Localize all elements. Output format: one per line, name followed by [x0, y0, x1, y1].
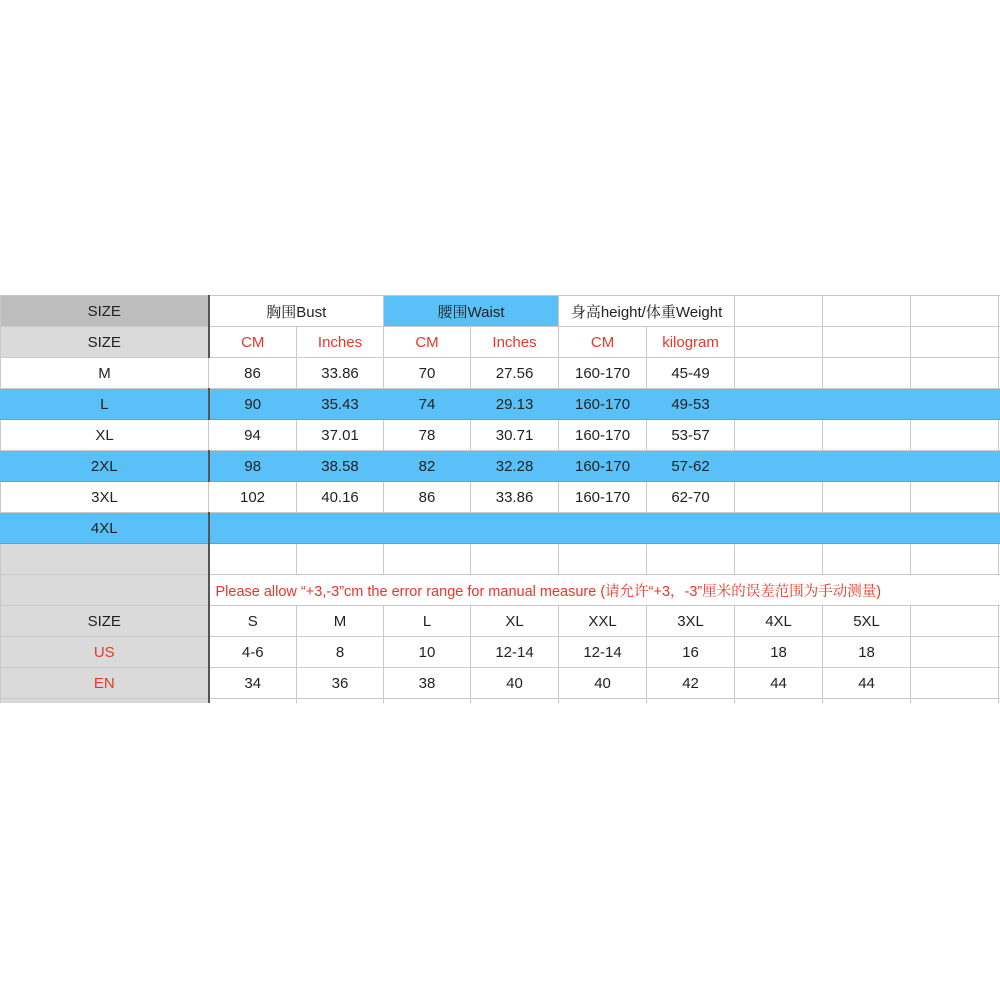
conversion-size-cell: XL	[471, 606, 559, 637]
measure-cell: 37.01	[297, 420, 384, 451]
size-row-4xl	[1, 513, 1000, 544]
conversion-us-row	[1, 637, 1000, 668]
empty-cell	[911, 451, 999, 482]
empty-cell	[735, 327, 823, 358]
measure-cell: 40.16	[297, 482, 384, 513]
measure-cell: 102	[209, 482, 297, 513]
empty-cell	[735, 544, 823, 575]
empty-cell	[471, 544, 559, 575]
empty-cell	[823, 513, 911, 544]
note-row	[1, 575, 1000, 606]
empty-cell	[297, 544, 384, 575]
waist-header: 腰围Waist	[384, 296, 559, 327]
empty-cell	[735, 451, 823, 482]
unit-cell: CM	[559, 327, 647, 358]
measure-cell: 74	[384, 389, 471, 420]
empty-cell	[911, 389, 999, 420]
measure-cell: 160-170	[559, 389, 647, 420]
empty-label-cell	[1, 544, 209, 575]
us-size-cell: 12-14	[471, 637, 559, 668]
measure-cell: 90	[209, 389, 297, 420]
en-size-cell: 36	[297, 668, 384, 699]
conversion-size-label: SIZE	[1, 606, 209, 637]
conversion-size-cell: XXL	[559, 606, 647, 637]
empty-cell	[735, 358, 823, 389]
measure-cell: 57-62	[647, 451, 735, 482]
en-label: EN	[1, 668, 209, 699]
empty-cell	[823, 420, 911, 451]
empty-cell	[735, 296, 823, 327]
us-size-cell: 18	[823, 637, 911, 668]
measure-cell: 86	[384, 482, 471, 513]
measurement-note: Please allow “+3,-3”cm the error range for manual measure (请允许“+3，-3”厘米的误差范围为手动测量)	[209, 575, 1000, 606]
measure-cell	[647, 513, 735, 544]
en-size-cell: 44	[735, 668, 823, 699]
conversion-size-cell: S	[209, 606, 297, 637]
measure-cell: 98	[209, 451, 297, 482]
empty-cell	[735, 420, 823, 451]
conversion-size-cell: 3XL	[647, 606, 735, 637]
empty-cell	[911, 513, 999, 544]
empty-cell	[911, 699, 999, 704]
empty-cell	[209, 544, 297, 575]
empty-cell	[647, 699, 735, 704]
conversion-size-cell: 4XL	[735, 606, 823, 637]
measure-cell	[384, 513, 471, 544]
measure-cell: 160-170	[559, 358, 647, 389]
unit-cell: kilogram	[647, 327, 735, 358]
empty-cell	[471, 699, 559, 704]
measure-cell: 160-170	[559, 482, 647, 513]
empty-cell	[823, 482, 911, 513]
measure-cell: 49-53	[647, 389, 735, 420]
empty-cell	[911, 637, 999, 668]
height-weight-header: 身高height/体重Weight	[559, 296, 735, 327]
size-row-2xl	[1, 451, 1000, 482]
unit-cell: CM	[384, 327, 471, 358]
measure-cell: 70	[384, 358, 471, 389]
measure-cell: 30.71	[471, 420, 559, 451]
size-row-3xl	[1, 482, 1000, 513]
en-size-cell: 42	[647, 668, 735, 699]
empty-cell	[559, 544, 647, 575]
us-size-cell: 10	[384, 637, 471, 668]
size-unit-label: SIZE	[1, 327, 209, 358]
measure-cell: 82	[384, 451, 471, 482]
empty-cell	[209, 699, 297, 704]
measure-cell: 35.43	[297, 389, 384, 420]
size-row-xl	[1, 420, 1000, 451]
empty-label-cell	[1, 699, 209, 704]
measure-cell: 27.56	[471, 358, 559, 389]
us-size-cell: 8	[297, 637, 384, 668]
empty-cell	[823, 296, 911, 327]
measure-cell: 32.28	[471, 451, 559, 482]
unit-cell: Inches	[471, 327, 559, 358]
en-size-cell: 38	[384, 668, 471, 699]
empty-cell	[647, 544, 735, 575]
size-label: 3XL	[1, 482, 209, 513]
us-label: US	[1, 637, 209, 668]
us-size-cell: 16	[647, 637, 735, 668]
units-row	[1, 327, 1000, 358]
empty-cell	[911, 420, 999, 451]
empty-cell	[823, 544, 911, 575]
blank-row	[1, 544, 1000, 575]
empty-cell	[823, 699, 911, 704]
conversion-en-row	[1, 668, 1000, 699]
empty-cell	[911, 482, 999, 513]
unit-cell: CM	[209, 327, 297, 358]
unit-cell: Inches	[297, 327, 384, 358]
measure-cell: 160-170	[559, 420, 647, 451]
measure-cell	[559, 513, 647, 544]
bust-header: 胸围Bust	[209, 296, 384, 327]
empty-cell	[823, 389, 911, 420]
empty-cell	[384, 544, 471, 575]
size-row-m	[1, 358, 1000, 389]
size-chart-table	[0, 295, 1000, 703]
empty-cell	[823, 327, 911, 358]
cropped-row	[1, 699, 1000, 704]
conversion-size-row	[1, 606, 1000, 637]
measure-cell: 33.86	[297, 358, 384, 389]
size-label: 2XL	[1, 451, 209, 482]
size-chart-sheet	[0, 295, 1000, 703]
empty-cell	[735, 482, 823, 513]
measure-cell: 45-49	[647, 358, 735, 389]
en-size-cell: 40	[471, 668, 559, 699]
header-row	[1, 296, 1000, 327]
size-label: 4XL	[1, 513, 209, 544]
size-row-l	[1, 389, 1000, 420]
en-size-cell: 40	[559, 668, 647, 699]
empty-cell	[384, 699, 471, 704]
empty-label-cell	[1, 575, 209, 606]
measure-cell: 86	[209, 358, 297, 389]
measure-cell: 53-57	[647, 420, 735, 451]
empty-cell	[911, 668, 999, 699]
measure-cell: 29.13	[471, 389, 559, 420]
empty-cell	[823, 451, 911, 482]
empty-cell	[911, 544, 999, 575]
en-size-cell: 44	[823, 668, 911, 699]
empty-cell	[911, 606, 999, 637]
empty-cell	[823, 358, 911, 389]
measure-cell	[471, 513, 559, 544]
measure-cell	[297, 513, 384, 544]
measure-cell: 62-70	[647, 482, 735, 513]
empty-cell	[911, 358, 999, 389]
measure-cell	[209, 513, 297, 544]
empty-cell	[911, 296, 999, 327]
size-label: XL	[1, 420, 209, 451]
empty-cell	[559, 699, 647, 704]
measure-cell: 38.58	[297, 451, 384, 482]
conversion-size-cell: L	[384, 606, 471, 637]
size-label: M	[1, 358, 209, 389]
measure-cell: 94	[209, 420, 297, 451]
size-header-label: SIZE	[1, 296, 209, 327]
measure-cell: 160-170	[559, 451, 647, 482]
empty-cell	[735, 513, 823, 544]
us-size-cell: 18	[735, 637, 823, 668]
empty-cell	[297, 699, 384, 704]
empty-cell	[735, 389, 823, 420]
en-size-cell: 34	[209, 668, 297, 699]
empty-cell	[911, 327, 999, 358]
conversion-size-cell: 5XL	[823, 606, 911, 637]
conversion-size-cell: M	[297, 606, 384, 637]
size-label: L	[1, 389, 209, 420]
us-size-cell: 12-14	[559, 637, 647, 668]
empty-cell	[735, 699, 823, 704]
us-size-cell: 4-6	[209, 637, 297, 668]
measure-cell: 33.86	[471, 482, 559, 513]
measure-cell: 78	[384, 420, 471, 451]
